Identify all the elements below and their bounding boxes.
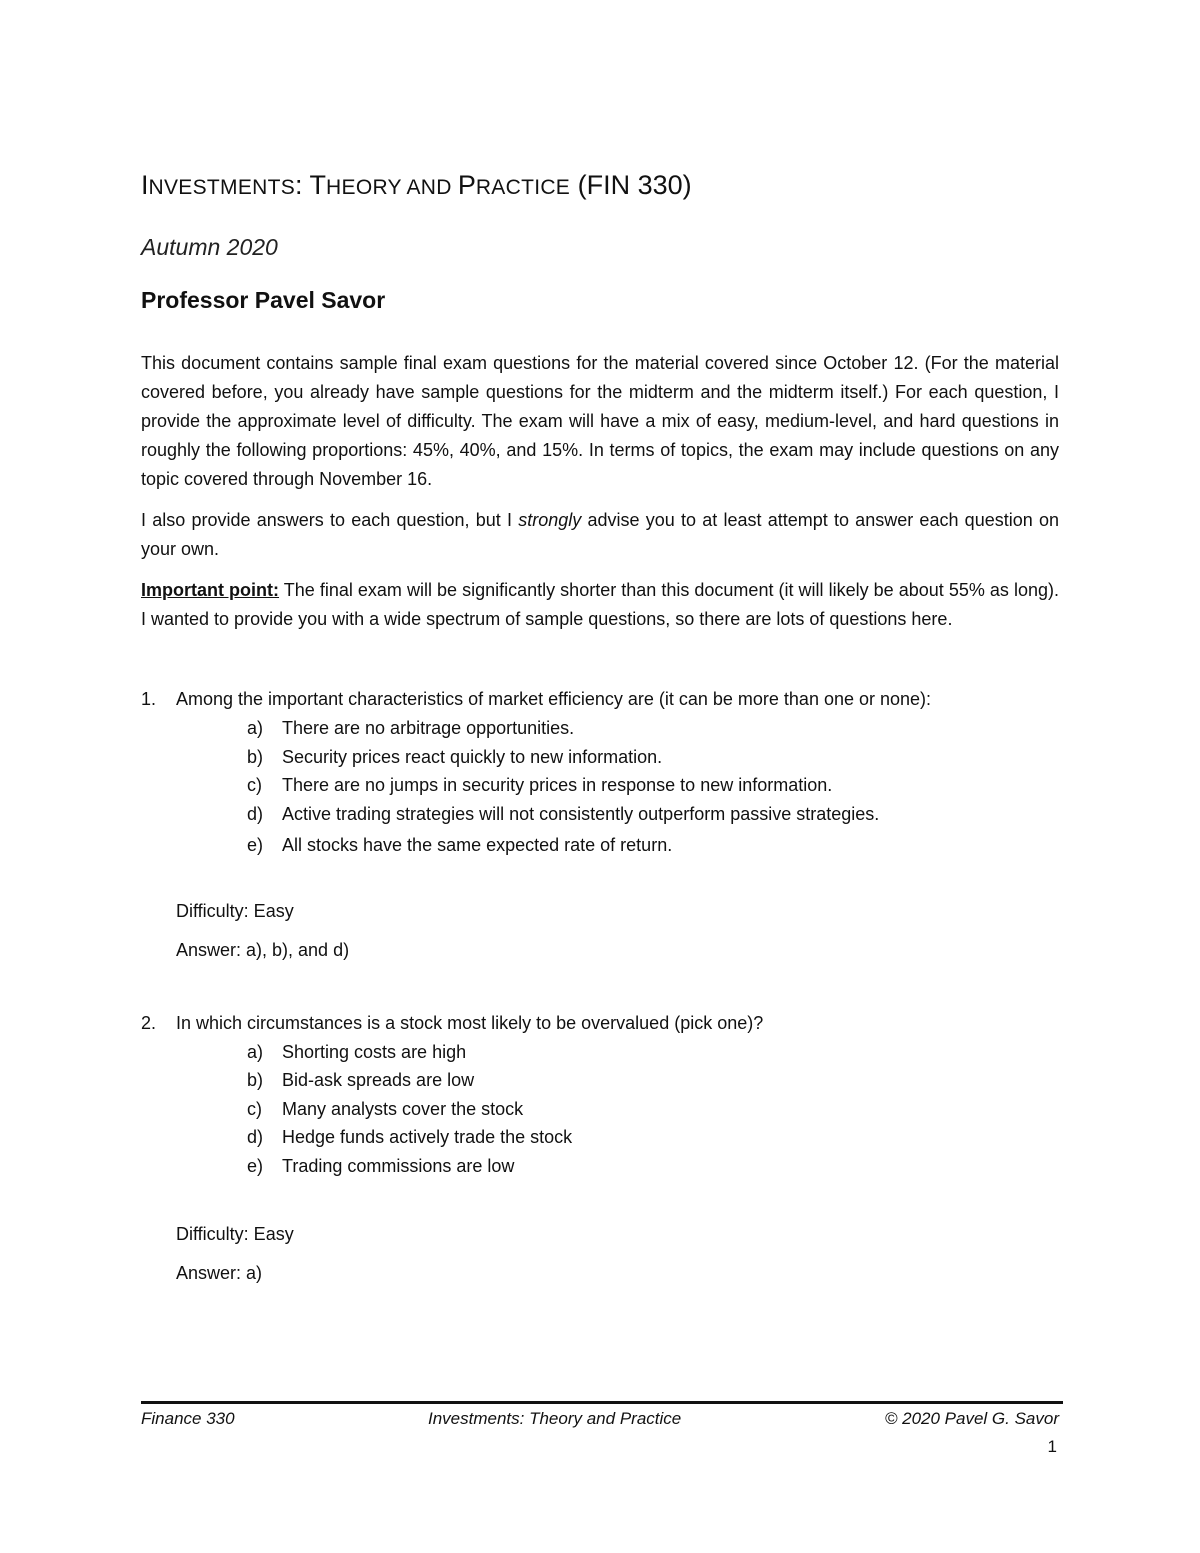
footer-copyright: © 2020 Pavel G. Savor [884, 1409, 1059, 1428]
question-2-answer: Answer: a) [176, 1263, 263, 1283]
page-content [141, 166, 1059, 1287]
important-paragraph [141, 576, 1059, 634]
footer-title: Investments: Theory and Practice [428, 1409, 682, 1428]
question-1-answer: Answer: a), b), and d) [176, 939, 350, 960]
option-label: b) [247, 746, 264, 767]
title-smallcaps-1: NVESTMENTS [148, 176, 296, 199]
option-text: Bid-ask spreads are low [282, 1070, 475, 1090]
option-c [141, 1095, 1059, 1124]
title-smallcaps-2: HEORY AND [326, 176, 458, 199]
title-initial-2: T [309, 170, 327, 200]
question-number: 2. [141, 1012, 157, 1033]
option-label: d) [247, 1127, 264, 1147]
question-text: In which circumstances is a stock most likely to be overvalued (pick one)? [176, 1012, 764, 1033]
important-label: Important point: [141, 580, 280, 600]
option-label: b) [247, 1070, 264, 1090]
option-text: Hedge funds actively trade the stock [282, 1127, 573, 1147]
question-2-difficulty: Difficulty: Easy [176, 1224, 294, 1244]
question-1 [141, 685, 1059, 714]
option-text: There are no jumps in security prices in response to new information. [282, 775, 833, 795]
question-number: 1. [141, 689, 157, 709]
option-label: c) [247, 1098, 262, 1119]
option-label: c) [247, 775, 262, 795]
option-text: There are no arbitrage opportunities. [282, 718, 575, 738]
option-text: Active trading strategies will not consistently outperform passive strategies. [282, 803, 880, 824]
option-e [141, 1152, 1059, 1181]
answers-text-before: I also provide answers to each question, but I [141, 510, 519, 530]
option-e [141, 831, 1059, 860]
intro-paragraph: This document contains sample final exam questions for the material covered since October 12. (For the material covered before, you already have sample questions for the midterm and the midterm itself.) For each question, I provide the approximate level of difficulty. The exam will have a mix of easy, medium-level, and hard questions in roughly the following proportions: 45%, 40%, and 15%. In terms of topics, the exam may include questions on any topic covered through November 16. [141, 353, 1059, 489]
title-separator: : [295, 170, 310, 200]
option-text: Many analysts cover the stock [282, 1098, 524, 1119]
question-1-difficulty: Difficulty: Easy [176, 900, 294, 921]
option-a [141, 714, 1059, 743]
answers-paragraph [141, 506, 1059, 564]
option-text: All stocks have the same expected rate of return. [282, 835, 673, 855]
option-b [141, 1066, 1059, 1095]
option-text: Shorting costs are high [282, 1041, 467, 1062]
option-label: d) [247, 803, 264, 824]
important-text: The final exam will be significantly shorter than this document (it will likely be about 55% as long). I wanted to provide you with a wide spectrum of sample questions, so there are lots of questions here. [141, 580, 1059, 629]
title-smallcaps-3: RACTICE [475, 176, 571, 199]
question-2-options [141, 1038, 1059, 1181]
page-number: 1 [1047, 1437, 1057, 1456]
option-d [141, 800, 1059, 829]
question-1-options [141, 714, 1059, 860]
footer-course: Finance 330 [141, 1409, 235, 1428]
title-initial-1: I [141, 170, 149, 200]
option-d [141, 1123, 1059, 1152]
option-a [141, 1038, 1059, 1067]
option-c [141, 771, 1059, 800]
option-label: e) [247, 1155, 264, 1176]
option-text: Trading commissions are low [282, 1155, 515, 1176]
term-subtitle: Autumn 2020 [141, 234, 278, 260]
answers-emphasis: strongly [518, 510, 582, 530]
answers-text-after: advise you to at least attempt to answer each question on your own. [141, 510, 1059, 559]
professor-name: Professor Pavel Savor [141, 287, 386, 313]
question-2 [141, 1009, 1059, 1038]
option-b [141, 743, 1059, 772]
title-initial-3: P [457, 170, 476, 200]
question-text: Among the important characteristics of market efficiency are (it can be more than one or none): [176, 689, 932, 709]
title-course-code: (FIN 330) [570, 170, 692, 200]
footer-divider [141, 1401, 1063, 1404]
option-label: a) [247, 718, 264, 738]
option-label: e) [247, 835, 264, 855]
option-text: Security prices react quickly to new information. [282, 746, 663, 767]
document-title [141, 166, 1059, 207]
option-label: a) [247, 1041, 264, 1062]
